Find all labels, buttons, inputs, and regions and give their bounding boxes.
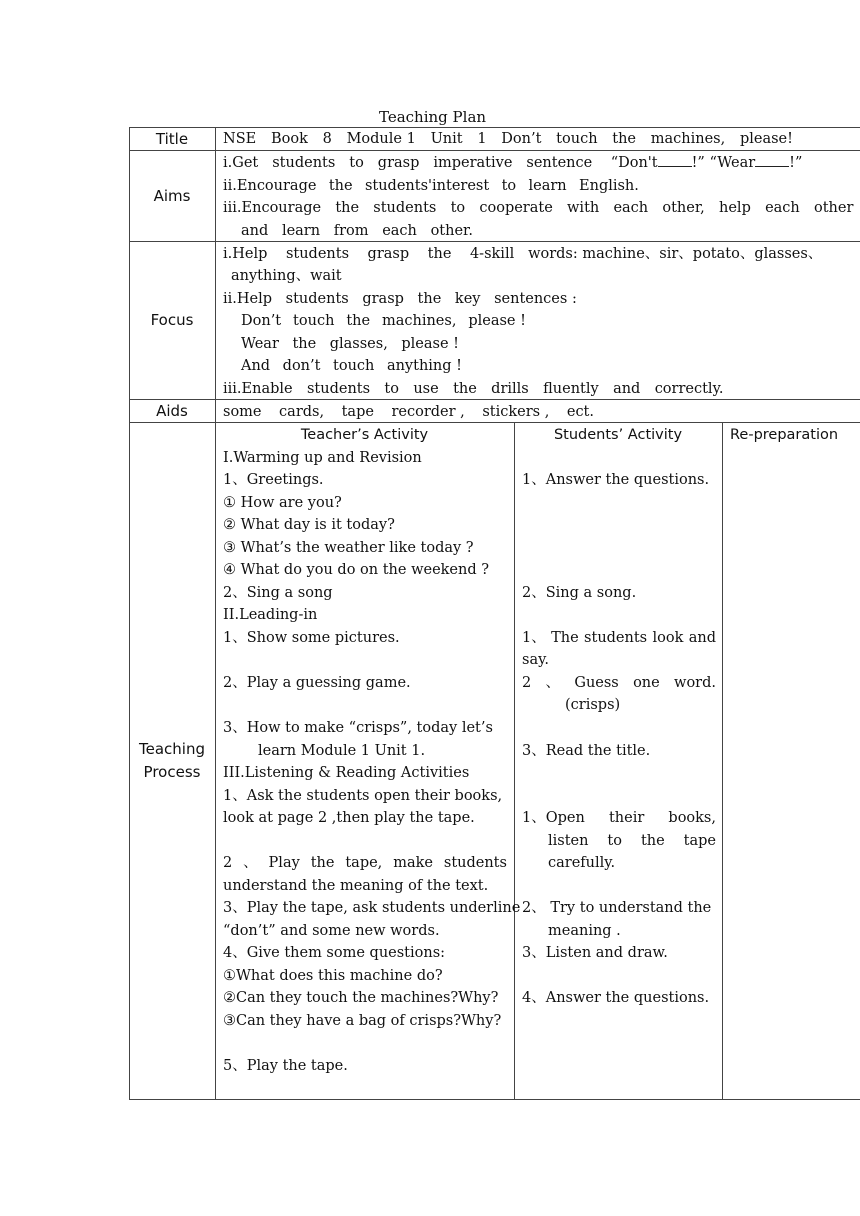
focus-line-3 [223,288,577,311]
teacher-question: ②Can they touch the machines?Why? [223,990,499,1006]
aims-line-3 [223,197,854,220]
teacher-question: ④ What do you do on the weekend ? [223,562,490,578]
teacher-step: 1、Ask the students open their books, [223,787,503,804]
teacher-step: 3、How to make “crisps”, today let’s [223,720,493,736]
student-word: and [688,629,716,646]
aims-line-4 [241,220,473,243]
focus-line-7 [223,378,724,401]
aids-word: tape [341,403,374,420]
title-word: Don’t [501,131,542,147]
student-word: one [633,675,660,691]
focus-word: Enable [241,380,293,397]
section-heading: II.Leading-in [223,607,318,623]
focus-line-2 [231,265,342,288]
student-word: students [584,629,648,646]
focus-word: anything ! [386,358,462,374]
aims-word: Encourage [236,177,317,194]
focus-word: sentences : [494,290,577,307]
focus-word: please ! [468,313,526,329]
student-step: 3、Listen and draw. [522,945,668,961]
student-word: The [551,629,579,646]
fill-blank [658,152,692,167]
focus-line-5 [241,333,459,356]
focus-word: grasp [367,245,410,262]
aims-quote: !” [691,155,705,171]
aims-word: and [241,222,269,239]
student-step: 4、Answer the questions. [522,990,710,1006]
section-heading: I.Warming up and Revision [223,449,422,466]
focus-word: fluently [543,380,599,397]
aims-word: learn [281,222,321,239]
col-header-students: Students’ Activity [553,427,683,443]
teacher-question: ①What does this machine do? [223,967,443,984]
aims-numeral: ii. [223,177,237,194]
teacher-word: tape, [345,855,383,871]
row-label-teaching: Teaching [139,740,205,758]
table-rule [722,422,723,1099]
student-word: the [640,832,665,849]
title-word: touch [556,131,598,147]
aims-quote: !” [789,155,803,171]
aims-word: grasp [377,155,420,171]
teacher-step: learn Module 1 Unit 1. [258,742,426,759]
teacher-step: 5、Play the tape. [223,1058,348,1074]
title-word: Book [270,131,308,147]
student-step: 2、Sing a song. [522,584,637,601]
aims-word: learn [528,177,567,194]
aims-word: imperative [433,155,513,171]
focus-word: students [306,380,371,397]
table-rule [129,1099,860,1100]
section-heading: III.Listening & Reading Activities [223,765,470,781]
aids-word: stickers , [482,403,550,420]
teacher-question: ③Can they have a bag of crisps?Why? [223,1012,502,1029]
student-word: 2 [522,675,532,691]
focus-word: please ! [401,335,459,352]
student-word: to [607,832,622,849]
focus-word: anything、wait [231,268,342,284]
focus-word: the [453,380,477,397]
focus-numeral: ii. [223,290,237,307]
teacher-step: 2、Sing a song [223,584,333,601]
title-word: Module 1 [346,131,416,147]
focus-word: Don’t [241,313,282,329]
row-label-aids: Aids [156,402,188,420]
title-word: Unit [430,131,463,147]
student-step: carefully. [548,855,616,871]
teacher-word: 、 [243,855,258,871]
focus-word: and [613,380,641,397]
student-step [548,830,716,853]
title-word: 1 [477,131,487,147]
student-word: their [608,810,645,826]
student-step: 1、Answer the questions. [522,472,710,488]
aids-word: recorder , [391,403,465,420]
aims-word: Encourage [241,200,322,216]
focus-line-4 [241,310,526,333]
row-label-aims: Aims [153,187,191,205]
aims-word: sentence [526,155,593,171]
teacher-word: the [310,855,335,871]
student-step: 2、 Try to understand the [522,900,712,916]
student-step: (crisps) [565,697,621,713]
student-word: look [652,629,684,646]
focus-word: machines, [381,313,457,329]
aims-word: the [328,177,353,194]
focus-word: the [417,290,442,307]
teacher-step: “don’t” and some new words. [223,922,440,939]
aims-numeral: i. [223,155,233,171]
teacher-word: 2 [223,855,233,871]
focus-word: words: machine、sir、potato、glasses、 [528,245,823,262]
aims-word: students [373,200,437,216]
row-label-process: Process [143,763,201,781]
focus-word: to [384,380,399,397]
student-word: books, [668,810,716,826]
title-text [223,128,793,151]
teacher-step: 2、Play a guessing game. [223,675,411,691]
aims-word: from [333,222,369,239]
student-word: tape [683,832,716,849]
aims-word: cooperate [479,200,553,216]
aims-word: with [567,200,600,216]
student-step: meaning . [548,922,621,939]
focus-line-1 [223,243,822,266]
student-word: 、 [545,675,561,691]
student-step [522,672,716,695]
aims-word: to [349,155,364,171]
table-rule [514,422,515,1099]
aims-quote: “Don't [610,155,658,171]
focus-word: Help [236,290,273,307]
student-step [522,807,716,830]
teacher-question: ③ What’s the weather like today ? [223,539,474,556]
teacher-step [223,852,507,875]
title-word: NSE [223,131,257,147]
aids-word: cards, [279,403,325,420]
focus-word: Help [232,245,268,262]
teacher-step: look at page 2 ,then play the tape. [223,810,475,826]
title-word: please! [739,131,793,147]
teacher-step: understand the meaning of the text. [223,877,489,894]
focus-word: grasp [362,290,404,307]
teacher-step: 1、Greetings. [223,472,324,488]
aims-word: to [501,177,517,194]
focus-word: students [285,290,349,307]
teacher-question: ① How are you? [223,494,342,511]
focus-line-6 [241,355,462,378]
aims-word: to [450,200,466,216]
student-step: say. [522,652,549,668]
aims-word: each [765,200,800,216]
student-word: Guess [574,675,619,691]
aims-numeral: iii. [223,200,242,216]
aims-word: each [382,222,417,239]
focus-word: touch [333,358,375,374]
aims-word: each [613,200,649,216]
student-word: word. [674,675,716,691]
focus-word: students [285,245,350,262]
aids-text [223,401,594,424]
teacher-step: 3、Play the tape, ask students underline [223,900,521,916]
document-title: Teaching Plan [379,108,487,126]
teacher-question: ② What day is it today? [223,517,395,533]
focus-numeral: i. [223,245,233,262]
col-header-teacher: Teacher’s Activity [300,427,429,443]
table-rule [129,127,130,1100]
aims-word: other [813,200,854,216]
title-word: machines, [650,131,726,147]
focus-word: key [454,290,481,307]
aids-word: ect. [566,403,594,420]
aims-line-2 [223,175,639,198]
focus-word: the [346,313,371,329]
student-word: 1、 [522,629,546,646]
focus-word: use [413,380,439,397]
teacher-word: students [443,855,507,871]
focus-word: don’t [282,358,321,374]
teaching-plan-table [129,127,860,1100]
focus-word: the [427,245,452,262]
aims-word: English. [579,177,639,194]
focus-word: correctly. [654,380,724,397]
aims-line-1 [223,152,805,175]
focus-word: the [292,335,317,352]
focus-word: 4-skill [469,245,515,262]
aims-word: students'interest [364,177,490,194]
aims-word: other, [662,200,705,216]
teacher-word: Play [268,855,300,871]
student-step: 3、Read the title. [522,742,651,759]
student-word: 1、Open [522,810,585,826]
teacher-step: 4、Give them some questions: [223,945,446,961]
focus-numeral: iii. [223,380,242,397]
student-step [522,627,716,650]
row-label-title: Title [155,130,189,148]
student-word: listen [548,832,589,849]
aims-word: other. [430,222,473,239]
title-word: 8 [322,131,332,147]
focus-word: drills [491,380,529,397]
aims-word: Get [232,155,259,171]
focus-word: Wear [241,335,279,352]
table-rule [215,127,216,1100]
focus-word: touch [293,313,335,329]
aids-word: some [223,403,262,420]
aims-quote: “Wear [709,155,756,171]
title-word: the [612,131,637,147]
aims-word: help [719,200,751,216]
aims-word: the [335,200,360,216]
fill-blank [755,152,789,167]
teacher-step: 1、Show some pictures. [223,629,400,646]
aims-word: students [272,155,336,171]
col-header-repreparation: Re-preparation [730,427,839,443]
focus-word: And [241,358,271,374]
row-label-focus: Focus [150,311,194,329]
focus-word: glasses, [329,335,388,352]
teacher-word: make [393,855,433,871]
